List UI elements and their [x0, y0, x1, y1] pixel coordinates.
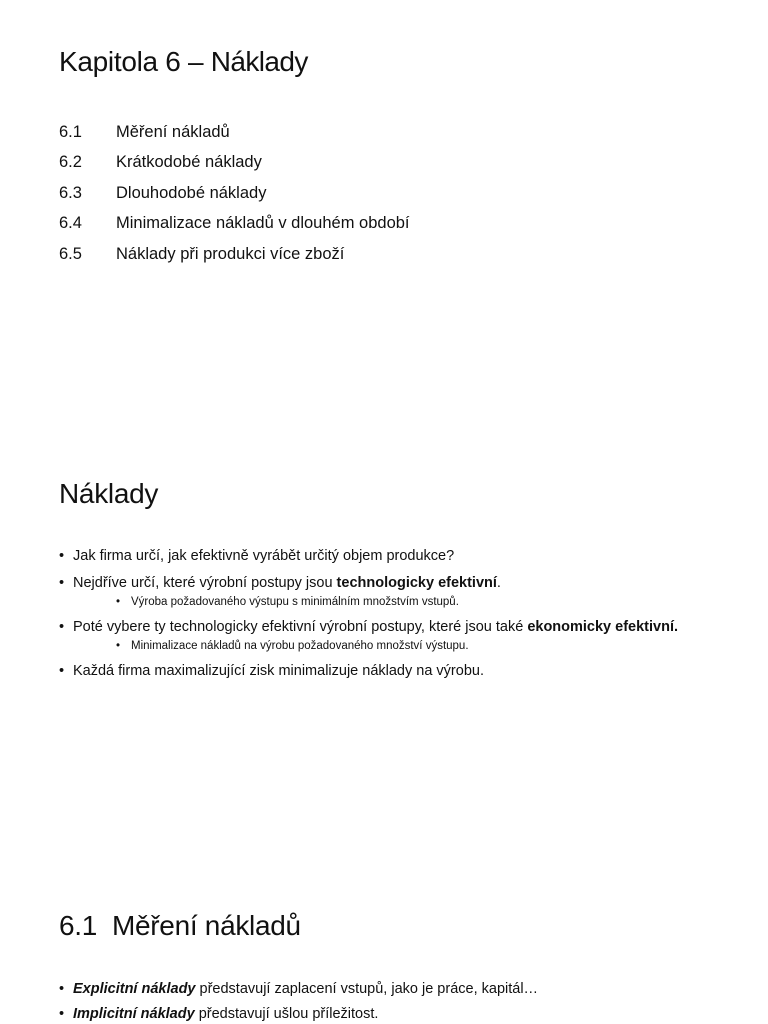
- toc-item: [59, 239, 410, 270]
- bullet-text: .: [496, 575, 501, 591]
- bullet-text: Poté vybere ty technologicky efektivní výrobní postupy, které jsou také: [73, 619, 528, 635]
- bullet-text: představují ušlou příležitost.: [194, 1006, 379, 1022]
- toc-label: Náklady při produkci více zboží: [116, 244, 345, 263]
- bullet-text: Nejdříve určí, které výrobní postupy jsou: [73, 575, 337, 591]
- bullet-emphasis: Implicitní náklady: [73, 1006, 195, 1022]
- list-item: [59, 618, 699, 637]
- toc-label: Minimalizace nákladů v dlouhém období: [116, 214, 410, 233]
- list-item: [59, 547, 699, 566]
- bullet-marker: •: [59, 981, 65, 997]
- sub-bullet-text: Výroba požadovaného výstupu s minimálním množstvím vstupů.: [131, 596, 459, 608]
- toc-label: Krátkodobé náklady: [116, 153, 262, 172]
- slide-costs: [0, 470, 768, 750]
- sub-list-item: [59, 639, 699, 654]
- bullet-marker: •: [59, 1006, 65, 1022]
- bullet-list: [59, 547, 699, 689]
- bullet-marker: •: [59, 575, 65, 591]
- bullet-marker: •: [116, 640, 121, 652]
- toc-number: 6.1: [59, 122, 82, 141]
- toc-item: [59, 178, 410, 209]
- toc-number: 6.5: [59, 244, 82, 263]
- toc-label: Měření nákladů: [116, 122, 230, 141]
- slide-chapter-overview: [0, 0, 768, 300]
- bullet-marker: •: [59, 548, 65, 564]
- chapter-title-prefix: Kapitola 6 –: [59, 46, 211, 77]
- toc-item: [59, 148, 410, 179]
- list-item: [59, 574, 699, 593]
- slide-measuring-costs: [0, 900, 768, 1024]
- toc-item: [59, 117, 410, 148]
- list-item: [59, 1005, 699, 1024]
- bullet-emphasis: technologicky efektivní: [336, 575, 497, 591]
- bullet-text: představují zaplacení vstupů, jako je práce, kapitál…: [195, 981, 539, 997]
- slide-title: Náklady: [59, 478, 159, 509]
- bullet-marker: •: [59, 619, 65, 635]
- bullet-emphasis: ekonomicky efektivní.: [527, 619, 679, 635]
- bullet-text: Jak firma určí, jak efektivně vyrábět určitý objem produkce?: [73, 548, 455, 564]
- toc-item: [59, 209, 410, 240]
- bullet-text: Každá firma maximalizující zisk minimalizuje náklady na výrobu.: [73, 663, 484, 679]
- list-item: [59, 662, 699, 681]
- sub-list-item: [59, 595, 699, 610]
- bullet-emphasis: Explicitní náklady: [73, 981, 196, 997]
- toc-number: 6.2: [59, 153, 82, 172]
- chapter-title-emphasis: Náklady: [210, 46, 308, 77]
- toc-label: Dlouhodobé náklady: [116, 183, 267, 202]
- sub-bullet-text: Minimalizace nákladů na výrobu požadovaného množství výstupu.: [131, 640, 469, 652]
- table-of-contents: [59, 117, 410, 270]
- bullet-list: [59, 980, 699, 1024]
- bullet-marker: •: [59, 663, 65, 679]
- slide-title: 6.1 Měření nákladů: [59, 910, 301, 941]
- chapter-title: [59, 46, 308, 78]
- bullet-marker: •: [116, 596, 121, 608]
- toc-number: 6.4: [59, 214, 82, 233]
- toc-number: 6.3: [59, 183, 82, 202]
- list-item: [59, 980, 699, 999]
